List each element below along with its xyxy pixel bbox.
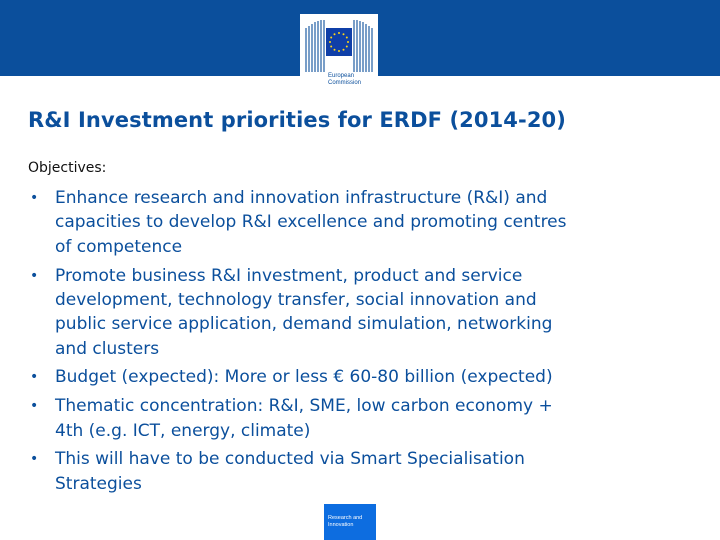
list-item	[28, 186, 678, 259]
bullet-line: This will have to be conducted via Smart Specialisation	[55, 449, 525, 470]
bullet-dot-icon: •	[30, 369, 39, 386]
list-item	[28, 264, 678, 362]
bullet-dot-icon: •	[30, 190, 39, 206]
berlaymont-building-icon	[304, 18, 374, 76]
bullet-line: of competence	[55, 236, 183, 257]
bullet-line: development, technology transfer, social innovation and	[55, 289, 537, 310]
bullet-line: Thematic concentration: R&I, SME, low carbon economy +	[55, 396, 553, 417]
bullet-line: capacities to develop R&I excellence and promoting centres	[55, 212, 567, 233]
bullet-dot-icon: •	[30, 267, 39, 284]
logo-line: Commission	[328, 80, 362, 86]
badge-line: Innovation	[328, 522, 354, 528]
badge-line: Research and	[328, 515, 363, 521]
list-item	[28, 394, 678, 443]
bullet-list	[28, 186, 678, 500]
logo-line: European	[328, 73, 355, 79]
logo-wordmark	[328, 73, 361, 87]
bullet-line: public service application, demand simulation, networking	[55, 314, 553, 335]
slide-title: R&I Investment priorities for ERDF (2014-20)	[28, 108, 566, 132]
bullet-line: Promote business R&I investment, product and service	[55, 265, 523, 286]
bullet-line: and clusters	[55, 338, 160, 359]
objectives-label: Objectives:	[28, 160, 107, 176]
list-item	[28, 447, 678, 496]
bullet-line: 4th (e.g. ICT, energy, climate)	[55, 420, 311, 441]
bullet-line: Strategies	[55, 473, 142, 494]
bullet-dot-icon: •	[30, 398, 39, 415]
list-item	[28, 365, 678, 389]
badge-label	[328, 515, 362, 529]
bullet-dot-icon: •	[30, 451, 39, 468]
bullet-line: Enhance research and innovation infrastructure (R&I) and	[55, 188, 548, 208]
bullet-line: Budget (expected): More or less € 60-80 billion (expected)	[55, 367, 553, 388]
